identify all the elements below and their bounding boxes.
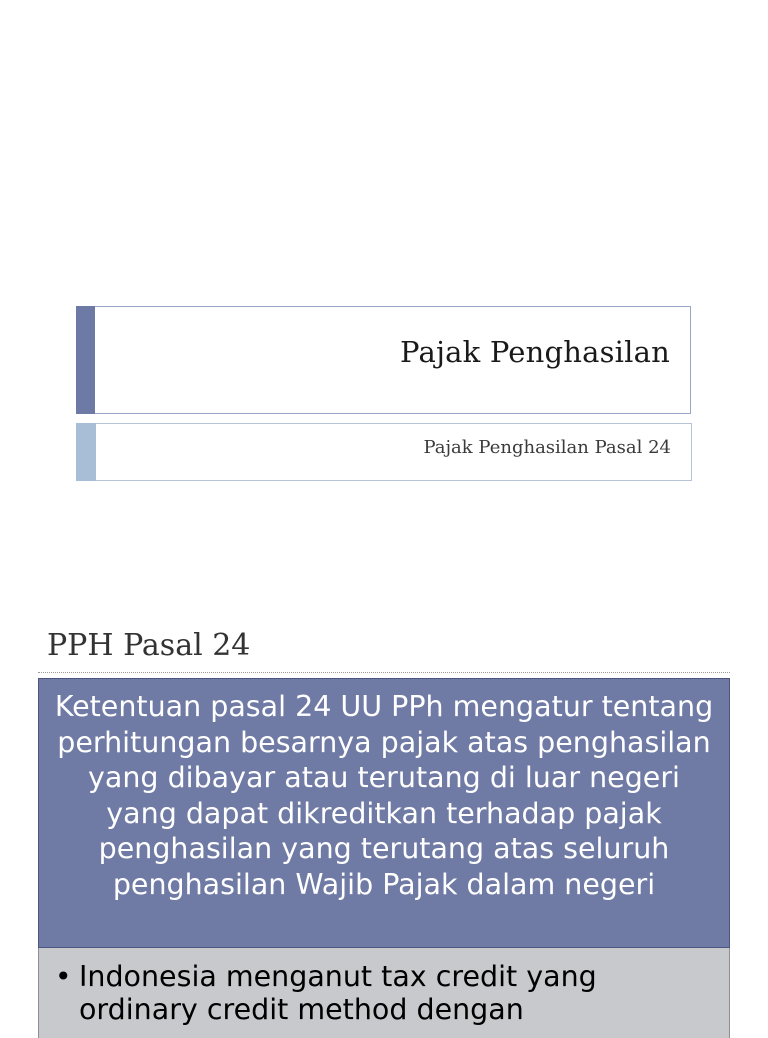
bullet-panel	[38, 948, 730, 1038]
bullet-marker: •	[55, 960, 72, 993]
subtitle-accent-bar	[76, 423, 96, 481]
slide2-heading: PPH Pasal 24	[47, 628, 251, 663]
slide-subtitle-box	[76, 423, 692, 481]
definition-text: Ketentuan pasal 24 UU PPh mengatur tentang perhitungan besarnya pajak atas penghasilan yang dibayar atau terutang di luar negeri yang dapat dikreditkan terhadap pajak penghasilan yang terutang atas seluruh penghasilan Wajib Pajak dalam negeri	[54, 690, 714, 901]
bullet-text: Indonesia menganut tax credit yang ordinary credit method dengan	[79, 960, 597, 1026]
slide-subtitle: Pajak Penghasilan Pasal 24	[423, 437, 671, 458]
heading-divider	[38, 672, 730, 673]
title-accent-bar	[76, 306, 95, 414]
slide-title-box	[76, 306, 691, 414]
slide-title: Pajak Penghasilan	[400, 335, 670, 369]
definition-panel	[38, 678, 730, 948]
